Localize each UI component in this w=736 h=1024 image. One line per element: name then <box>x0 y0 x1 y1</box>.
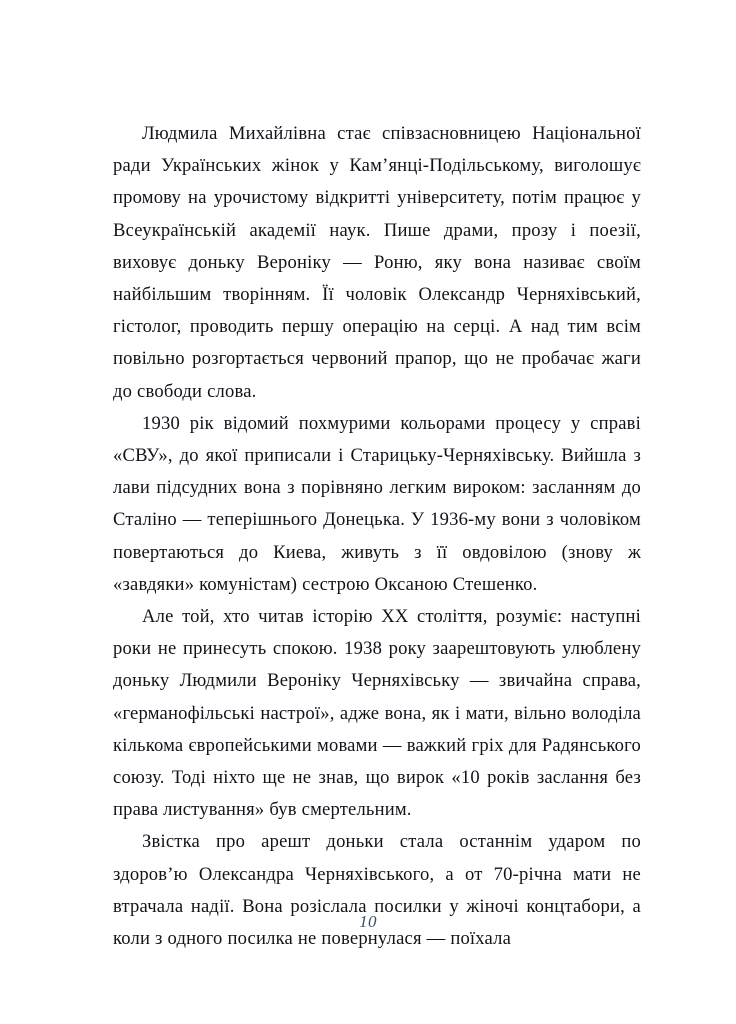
paragraph: 1930 рік відомий похмурими кольорами процесу у справі «СВУ», до якої приписали і Старицьку-Черняхівську. Вийшла з лави підсудних вона з порівняно легким вироком: засланням до Сталіно — теперішнього Донецька. У 1936-му вони з чоловіком повертаються до Киева, живуть з її овдовілою (знову ж «завдяки» комуністам) сестрою Оксаною Стешенко. <box>113 412 641 595</box>
page-number: 10 <box>359 912 377 931</box>
body-text-block <box>113 118 641 955</box>
paragraph: Але той, хто читав історію ХХ століття, розуміє: наступні роки не принесуть спокою. 1938 року заарештовують улюблену доньку Людмили Вероніку Черняхівську — звичайна справа, «германофільські настрої», адже вона, як і мати, вільно володіла кількома європейськими мовами — важкий гріх для Радянського союзу. Тоді ніхто ще не знав, що вирок «10 років заслання без права листування» був смертельним. <box>113 606 641 821</box>
paragraph: Звістка про арешт доньки стала останнім ударом по здоров’ю Олександра Черняхівського, а от 70-річна мати не втрачала надії. Вона розіслала посилки у жіночі концтабори, а коли з одного посилка не повернулася — поїхала <box>113 831 641 950</box>
paragraph: Людмила Михайлівна стає співзасновницею Національної ради Українських жінок у Кам’янці-Подільському, виголошує промову на урочистому відкритті університету, потім працює у Всеукраїнській академії наук. Пише драми, прозу і поезії, виховує доньку Вероніку — Роню, яку вона називає своїм найбільшим творінням. Її чоловік Олександр Черняхівський, гістолог, проводить першу операцію на серці. А над тим всім повільно розгортається червоний прапор, що не пробачає жаги до свободи слова. <box>113 123 641 402</box>
